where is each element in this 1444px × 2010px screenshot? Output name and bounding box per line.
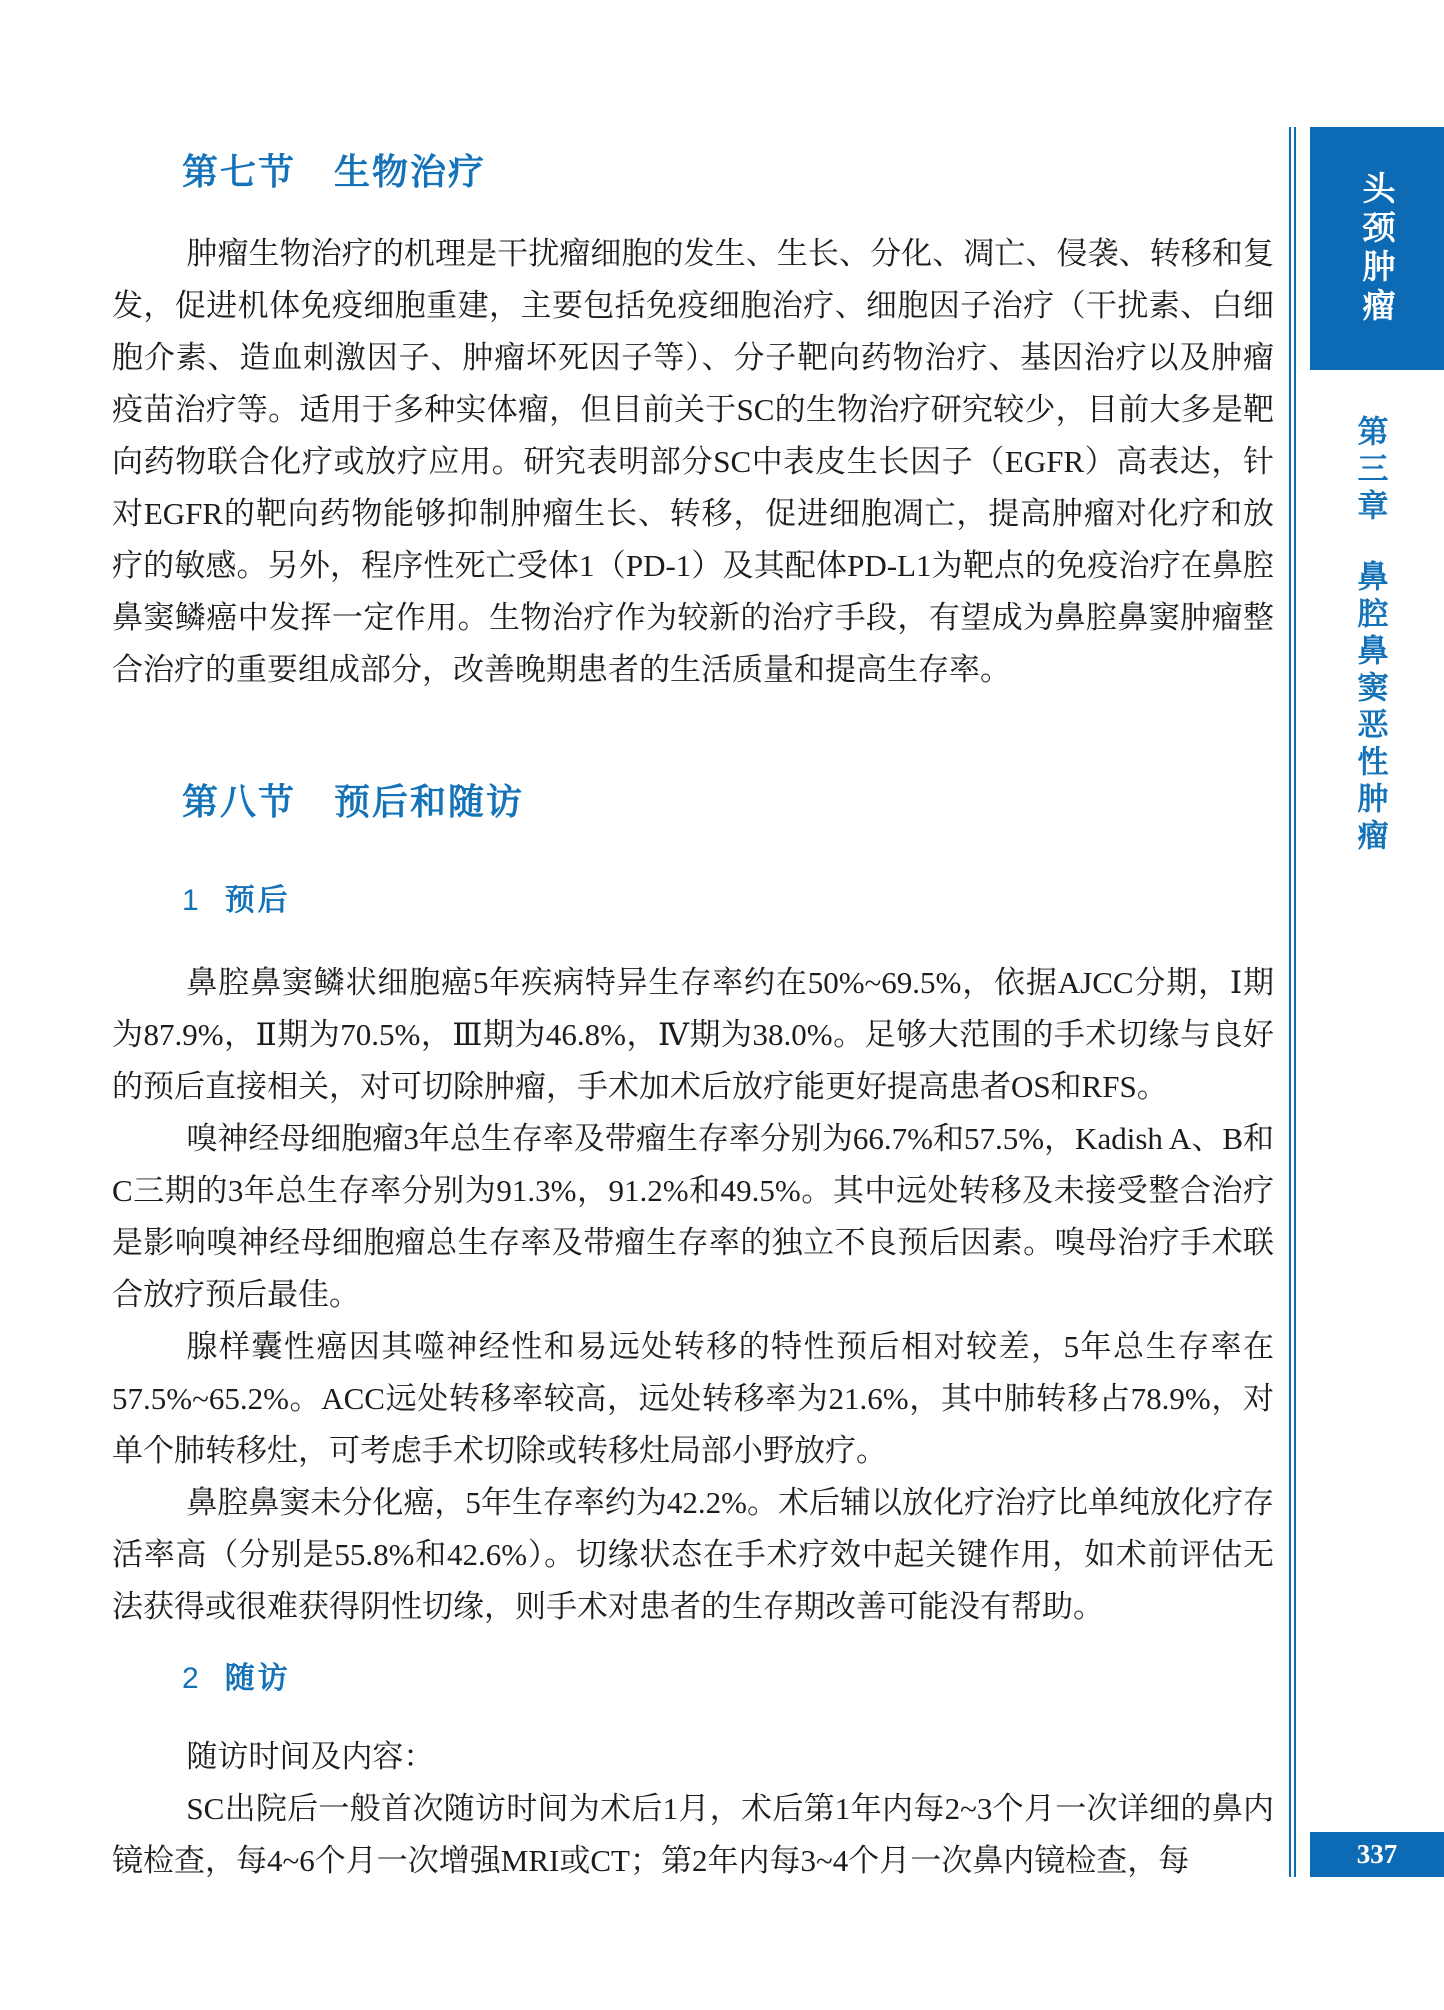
followup-paragraph-schedule: SC出院后一般首次随访时间为术后1月，术后第1年内每2~3个月一次详细的鼻内镜检查，每4~6个月一次增强MRI或CT；第2年内每3~4个月一次鼻内镜检查，每 xyxy=(112,1791,1274,1878)
subsection-1-prognosis-heading xyxy=(182,884,291,918)
part-label-box xyxy=(1310,127,1444,370)
section-7-paragraph: 肿瘤生物治疗的机理是干扰瘤细胞的发生、生长、分化、凋亡、侵袭、转移和复发，促进机体免疫细胞重建，主要包括免疫细胞治疗、细胞因子治疗（干扰素、白细胞介素、造血刺激因子、肿瘤坏死因子等）、分子靶向药物治疗、基因治疗以及肿瘤疫苗治疗等。适用于多种实体瘤，但目前关于SC的生物治疗研究较少，目前大多是靶向药物联合化疗或放疗应用。研究表明部分SC中表皮生长因子（EGFR）高表达，针对EGFR的靶向药物能够抑制肿瘤生长、转移，促进细胞凋亡，提高肿瘤对化疗和放疗的敏感。另外，程序性死亡受体1（PD-1）及其配体PD-L1为靶点的免疫治疗在鼻腔鼻窦鳞癌中发挥一定作用。生物治疗作为较新的治疗手段，有望成为鼻腔鼻窦肿瘤整合治疗的重要组成部分，改善晚期患者的生活质量和提高生存率。 xyxy=(112,236,1274,687)
prognosis-paragraphs xyxy=(112,957,1274,1633)
page-number: 337 xyxy=(1356,1839,1398,1869)
subsection-2-number: 2 xyxy=(182,1662,199,1695)
followup-intro-line: 随访时间及内容： xyxy=(186,1739,435,1774)
main-text-column xyxy=(112,0,1274,2010)
subsection-2-title: 随访 xyxy=(224,1662,291,1695)
chapter-title-vertical-text: 鼻腔鼻窦恶性肿瘤 xyxy=(1352,560,1388,856)
prognosis-paragraph-onb: 嗅神经母细胞瘤3年总生存率及带瘤生存率分别为66.7%和57.5%，Kadish A、B和C三期的3年总生存率分别为91.3%，91.2%和49.5%。其中远处转移及未接受整合治疗是影响嗅神经母细胞瘤总生存率及带瘤生存率的独立不良预后因素。嗅母治疗手术联合放疗预后最佳。 xyxy=(112,1121,1274,1312)
subsection-1-title: 预后 xyxy=(224,884,291,917)
page-number-badge xyxy=(1310,1832,1444,1877)
section-8-heading: 第八节 预后和随访 xyxy=(182,781,525,822)
section-7-heading: 第七节 生物治疗 xyxy=(182,151,487,192)
prognosis-paragraph-snuc: 鼻腔鼻窦未分化癌，5年生存率约为42.2%。术后辅以放化疗治疗比单纯放化疗存活率高（分别是55.8%和42.6%）。切缘状态在手术疗效中起关键作用，如术前评估无法获得或很难获得阴性切缘，则手术对患者的生存期改善可能没有帮助。 xyxy=(112,1485,1274,1624)
chapter-sidebar-text xyxy=(1310,415,1430,856)
subsection-1-number: 1 xyxy=(182,884,199,917)
chapter-number-vertical-text: 第三章 xyxy=(1352,415,1388,526)
followup-paragraphs xyxy=(112,1731,1274,1887)
prognosis-paragraph-acc: 腺样囊性癌因其噬神经性和易远处转移的特性预后相对较差，5年总生存率在57.5%~65.2%。ACC远处转移率较高，远处转移率为21.6%，其中肺转移占78.9%，对单个肺转移灶，可考虑手术切除或转移灶局部小野放疗。 xyxy=(112,1329,1274,1468)
subsection-2-followup-heading xyxy=(182,1662,291,1696)
sidebar-double-rule xyxy=(1289,127,1296,1877)
part-label-vertical-text: 头颈肿瘤 xyxy=(1358,170,1396,327)
prognosis-paragraph-scc: 鼻腔鼻窦鳞状细胞癌5年疾病特异生存率约在50%~69.5%，依据AJCC分期，Ⅰ期为87.9%，Ⅱ期为70.5%，Ⅲ期为46.8%，Ⅳ期为38.0%。足够大范围的手术切缘与良好的预后直接相关，对可切除肿瘤，手术加术后放疗能更好提高患者OS和RFS。 xyxy=(112,965,1274,1104)
